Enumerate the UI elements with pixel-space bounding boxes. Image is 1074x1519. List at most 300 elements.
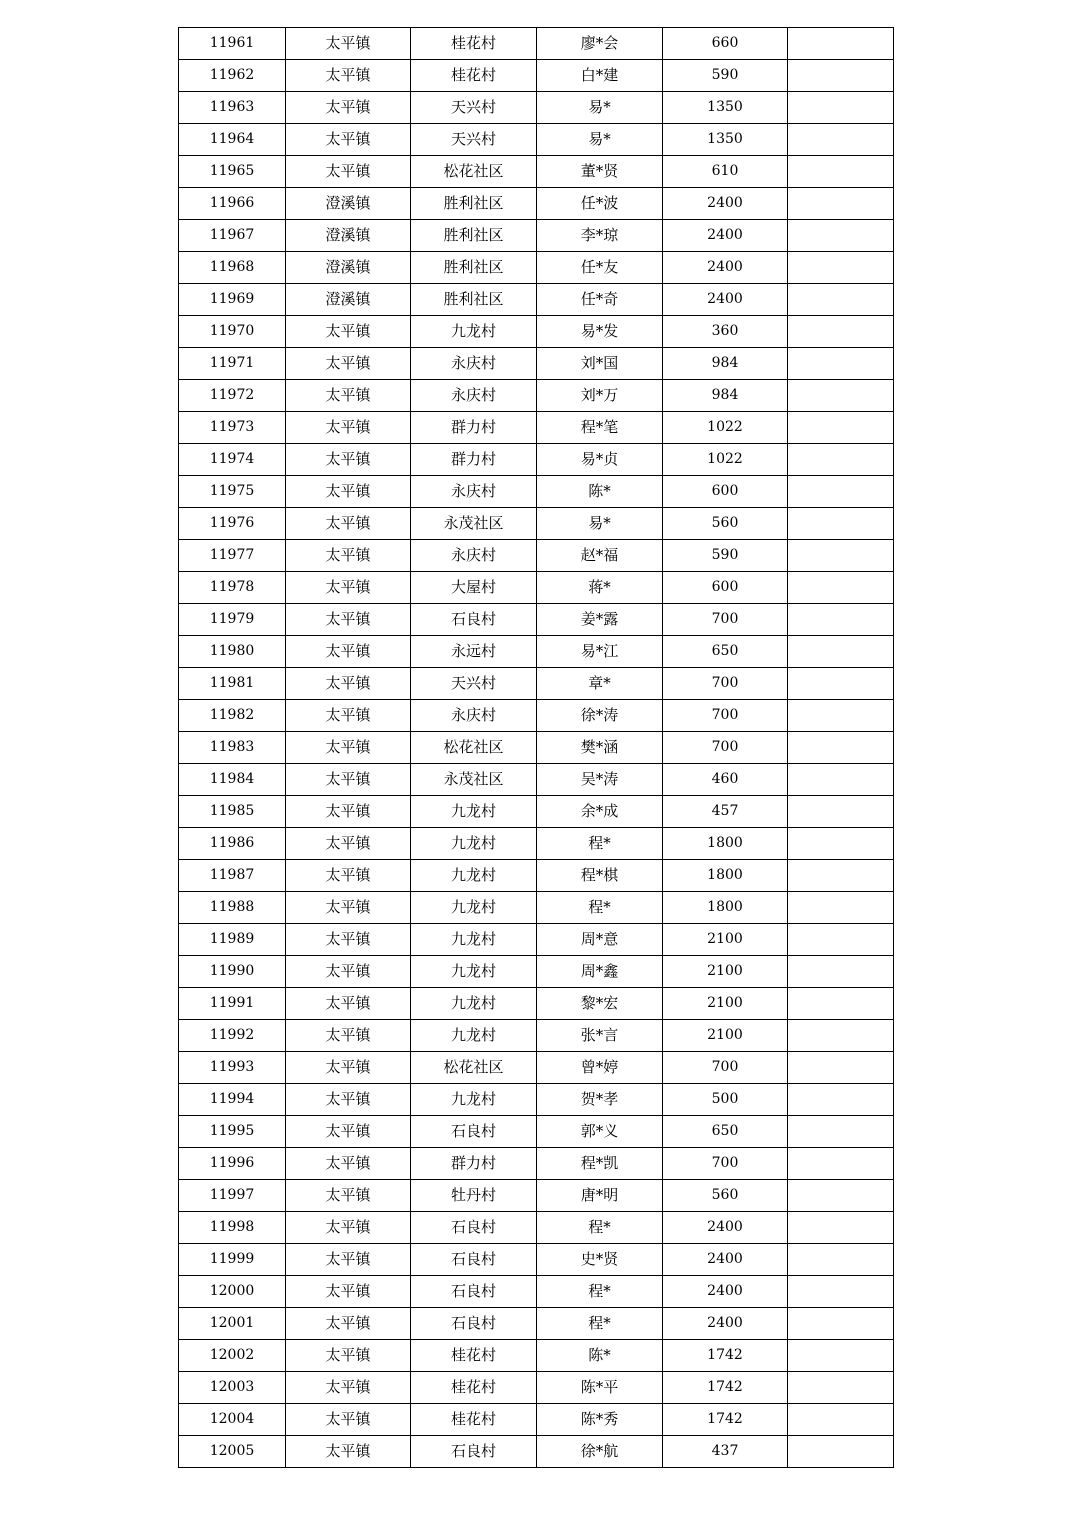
cell-village: 石良村 (411, 1436, 537, 1468)
table-row (179, 892, 894, 924)
cell-serial-number: 11964 (179, 124, 286, 156)
cell-remark (788, 412, 894, 444)
table-row (179, 220, 894, 252)
cell-serial-number: 11998 (179, 1212, 286, 1244)
cell-person-name: 章* (537, 668, 663, 700)
table-row (179, 828, 894, 860)
data-table (178, 27, 894, 1468)
cell-amount: 437 (663, 1436, 788, 1468)
cell-village: 石良村 (411, 604, 537, 636)
cell-person-name: 姜*露 (537, 604, 663, 636)
cell-serial-number: 12002 (179, 1340, 286, 1372)
cell-serial-number: 11996 (179, 1148, 286, 1180)
cell-town: 澄溪镇 (286, 284, 411, 316)
cell-town: 太平镇 (286, 1244, 411, 1276)
table-row (179, 412, 894, 444)
cell-amount: 1800 (663, 892, 788, 924)
cell-amount: 457 (663, 796, 788, 828)
cell-town: 太平镇 (286, 668, 411, 700)
cell-village: 松花社区 (411, 1052, 537, 1084)
cell-amount: 2400 (663, 1276, 788, 1308)
cell-village: 九龙村 (411, 828, 537, 860)
cell-town: 太平镇 (286, 828, 411, 860)
cell-amount: 560 (663, 508, 788, 540)
table-row (179, 540, 894, 572)
cell-person-name: 周*意 (537, 924, 663, 956)
cell-person-name: 赵*福 (537, 540, 663, 572)
table-row (179, 508, 894, 540)
cell-serial-number: 11980 (179, 636, 286, 668)
cell-person-name: 易*贞 (537, 444, 663, 476)
cell-serial-number: 11978 (179, 572, 286, 604)
cell-village: 天兴村 (411, 124, 537, 156)
cell-town: 太平镇 (286, 1372, 411, 1404)
cell-amount: 650 (663, 636, 788, 668)
cell-village: 九龙村 (411, 956, 537, 988)
cell-amount: 2100 (663, 924, 788, 956)
table-row (179, 924, 894, 956)
cell-serial-number: 11983 (179, 732, 286, 764)
cell-remark (788, 956, 894, 988)
cell-town: 太平镇 (286, 1148, 411, 1180)
table-row (179, 444, 894, 476)
table-row (179, 636, 894, 668)
cell-remark (788, 188, 894, 220)
cell-amount: 1350 (663, 92, 788, 124)
table-row (179, 1276, 894, 1308)
cell-town: 太平镇 (286, 636, 411, 668)
cell-town: 太平镇 (286, 444, 411, 476)
cell-village: 桂花村 (411, 28, 537, 60)
cell-village: 群力村 (411, 1148, 537, 1180)
cell-village: 桂花村 (411, 1372, 537, 1404)
cell-serial-number: 11962 (179, 60, 286, 92)
cell-village: 胜利社区 (411, 220, 537, 252)
cell-serial-number: 11990 (179, 956, 286, 988)
cell-serial-number: 11981 (179, 668, 286, 700)
cell-person-name: 贺*孝 (537, 1084, 663, 1116)
cell-village: 永庆村 (411, 700, 537, 732)
cell-serial-number: 11995 (179, 1116, 286, 1148)
table-row (179, 156, 894, 188)
cell-person-name: 易* (537, 508, 663, 540)
table-row (179, 1436, 894, 1468)
cell-person-name: 白*建 (537, 60, 663, 92)
cell-amount: 1742 (663, 1404, 788, 1436)
cell-remark (788, 732, 894, 764)
cell-village: 永庆村 (411, 380, 537, 412)
cell-village: 九龙村 (411, 796, 537, 828)
table-row (179, 1244, 894, 1276)
cell-serial-number: 12005 (179, 1436, 286, 1468)
table-row (179, 732, 894, 764)
cell-amount: 1800 (663, 828, 788, 860)
table-row (179, 1404, 894, 1436)
cell-person-name: 周*鑫 (537, 956, 663, 988)
cell-remark (788, 668, 894, 700)
cell-amount: 660 (663, 28, 788, 60)
cell-town: 太平镇 (286, 924, 411, 956)
cell-village: 松花社区 (411, 732, 537, 764)
cell-serial-number: 11973 (179, 412, 286, 444)
cell-town: 太平镇 (286, 476, 411, 508)
cell-town: 太平镇 (286, 28, 411, 60)
cell-town: 太平镇 (286, 1052, 411, 1084)
cell-serial-number: 11977 (179, 540, 286, 572)
cell-town: 太平镇 (286, 316, 411, 348)
cell-town: 太平镇 (286, 1084, 411, 1116)
table-row (179, 348, 894, 380)
cell-person-name: 曾*婷 (537, 1052, 663, 1084)
cell-amount: 600 (663, 572, 788, 604)
cell-town: 太平镇 (286, 796, 411, 828)
cell-serial-number: 11965 (179, 156, 286, 188)
cell-remark (788, 892, 894, 924)
table-row (179, 1148, 894, 1180)
table-row (179, 604, 894, 636)
cell-remark (788, 316, 894, 348)
cell-remark (788, 348, 894, 380)
cell-town: 太平镇 (286, 572, 411, 604)
table-row (179, 1180, 894, 1212)
cell-serial-number: 12003 (179, 1372, 286, 1404)
cell-village: 石良村 (411, 1276, 537, 1308)
cell-remark (788, 828, 894, 860)
cell-person-name: 任*波 (537, 188, 663, 220)
cell-person-name: 程*凯 (537, 1148, 663, 1180)
table-body (179, 28, 894, 1468)
cell-remark (788, 220, 894, 252)
table-row (179, 60, 894, 92)
cell-town: 太平镇 (286, 1436, 411, 1468)
cell-village: 桂花村 (411, 60, 537, 92)
cell-town: 太平镇 (286, 92, 411, 124)
cell-remark (788, 60, 894, 92)
cell-town: 太平镇 (286, 956, 411, 988)
cell-serial-number: 11994 (179, 1084, 286, 1116)
cell-town: 太平镇 (286, 1276, 411, 1308)
cell-village: 九龙村 (411, 1020, 537, 1052)
cell-remark (788, 860, 894, 892)
cell-remark (788, 1084, 894, 1116)
cell-amount: 700 (663, 668, 788, 700)
cell-amount: 1022 (663, 412, 788, 444)
cell-person-name: 廖*会 (537, 28, 663, 60)
cell-person-name: 刘*国 (537, 348, 663, 380)
cell-person-name: 易*江 (537, 636, 663, 668)
cell-amount: 460 (663, 764, 788, 796)
cell-town: 太平镇 (286, 508, 411, 540)
cell-town: 太平镇 (286, 764, 411, 796)
cell-town: 澄溪镇 (286, 252, 411, 284)
cell-amount: 650 (663, 1116, 788, 1148)
cell-serial-number: 11975 (179, 476, 286, 508)
cell-serial-number: 11961 (179, 28, 286, 60)
cell-village: 永茂社区 (411, 764, 537, 796)
table-row (179, 1308, 894, 1340)
cell-serial-number: 11993 (179, 1052, 286, 1084)
cell-remark (788, 92, 894, 124)
cell-village: 松花社区 (411, 156, 537, 188)
cell-person-name: 易*发 (537, 316, 663, 348)
cell-person-name: 易* (537, 124, 663, 156)
cell-village: 群力村 (411, 412, 537, 444)
cell-village: 天兴村 (411, 92, 537, 124)
cell-village: 桂花村 (411, 1404, 537, 1436)
cell-remark (788, 124, 894, 156)
table-row (179, 476, 894, 508)
cell-town: 太平镇 (286, 732, 411, 764)
cell-serial-number: 11968 (179, 252, 286, 284)
table-row (179, 1020, 894, 1052)
cell-remark (788, 1276, 894, 1308)
cell-person-name: 樊*涵 (537, 732, 663, 764)
cell-person-name: 程*棋 (537, 860, 663, 892)
table-row (179, 1372, 894, 1404)
cell-amount: 1742 (663, 1372, 788, 1404)
cell-town: 太平镇 (286, 1212, 411, 1244)
cell-remark (788, 1404, 894, 1436)
cell-town: 太平镇 (286, 1340, 411, 1372)
cell-serial-number: 11999 (179, 1244, 286, 1276)
cell-amount: 600 (663, 476, 788, 508)
cell-person-name: 陈* (537, 1340, 663, 1372)
cell-amount: 590 (663, 540, 788, 572)
cell-serial-number: 11963 (179, 92, 286, 124)
cell-person-name: 程* (537, 1276, 663, 1308)
table-row (179, 1052, 894, 1084)
cell-remark (788, 28, 894, 60)
table-row (179, 1084, 894, 1116)
table-row (179, 284, 894, 316)
cell-person-name: 陈*秀 (537, 1404, 663, 1436)
cell-serial-number: 12001 (179, 1308, 286, 1340)
cell-amount: 2400 (663, 188, 788, 220)
cell-remark (788, 1148, 894, 1180)
cell-town: 太平镇 (286, 124, 411, 156)
table-row (179, 1212, 894, 1244)
cell-remark (788, 1212, 894, 1244)
cell-amount: 560 (663, 1180, 788, 1212)
cell-serial-number: 11991 (179, 988, 286, 1020)
table-row (179, 860, 894, 892)
cell-serial-number: 11984 (179, 764, 286, 796)
cell-village: 九龙村 (411, 988, 537, 1020)
cell-remark (788, 1436, 894, 1468)
cell-remark (788, 1372, 894, 1404)
cell-town: 澄溪镇 (286, 188, 411, 220)
cell-person-name: 程* (537, 1308, 663, 1340)
cell-town: 太平镇 (286, 1116, 411, 1148)
table-row (179, 124, 894, 156)
cell-remark (788, 1308, 894, 1340)
cell-village: 永远村 (411, 636, 537, 668)
cell-village: 九龙村 (411, 892, 537, 924)
table-row (179, 188, 894, 220)
cell-person-name: 陈* (537, 476, 663, 508)
cell-serial-number: 11979 (179, 604, 286, 636)
cell-serial-number: 12000 (179, 1276, 286, 1308)
cell-amount: 2100 (663, 1020, 788, 1052)
cell-village: 石良村 (411, 1212, 537, 1244)
cell-amount: 700 (663, 1052, 788, 1084)
cell-remark (788, 1180, 894, 1212)
cell-village: 九龙村 (411, 1084, 537, 1116)
cell-village: 天兴村 (411, 668, 537, 700)
cell-serial-number: 11974 (179, 444, 286, 476)
table-row (179, 988, 894, 1020)
cell-amount: 2400 (663, 1212, 788, 1244)
cell-village: 石良村 (411, 1308, 537, 1340)
cell-amount: 2400 (663, 1244, 788, 1276)
table-row (179, 252, 894, 284)
cell-serial-number: 11966 (179, 188, 286, 220)
cell-person-name: 任*友 (537, 252, 663, 284)
cell-person-name: 唐*明 (537, 1180, 663, 1212)
cell-serial-number: 11969 (179, 284, 286, 316)
cell-amount: 2400 (663, 220, 788, 252)
table-row (179, 764, 894, 796)
cell-remark (788, 444, 894, 476)
table-row (179, 796, 894, 828)
cell-remark (788, 764, 894, 796)
cell-town: 太平镇 (286, 1308, 411, 1340)
cell-remark (788, 476, 894, 508)
cell-town: 太平镇 (286, 988, 411, 1020)
cell-remark (788, 1116, 894, 1148)
table-row (179, 1116, 894, 1148)
cell-remark (788, 1244, 894, 1276)
cell-town: 太平镇 (286, 1020, 411, 1052)
cell-town: 澄溪镇 (286, 220, 411, 252)
cell-person-name: 黎*宏 (537, 988, 663, 1020)
cell-village: 九龙村 (411, 316, 537, 348)
cell-amount: 2100 (663, 956, 788, 988)
cell-person-name: 徐*航 (537, 1436, 663, 1468)
cell-person-name: 余*成 (537, 796, 663, 828)
cell-remark (788, 572, 894, 604)
cell-remark (788, 988, 894, 1020)
cell-town: 太平镇 (286, 860, 411, 892)
table-row (179, 1340, 894, 1372)
cell-village: 胜利社区 (411, 188, 537, 220)
cell-serial-number: 11992 (179, 1020, 286, 1052)
cell-amount: 1022 (663, 444, 788, 476)
cell-amount: 700 (663, 604, 788, 636)
cell-amount: 2400 (663, 284, 788, 316)
table-row (179, 668, 894, 700)
cell-serial-number: 11988 (179, 892, 286, 924)
cell-person-name: 史*贤 (537, 1244, 663, 1276)
cell-amount: 2100 (663, 988, 788, 1020)
cell-remark (788, 380, 894, 412)
cell-amount: 700 (663, 700, 788, 732)
cell-person-name: 程* (537, 828, 663, 860)
cell-remark (788, 252, 894, 284)
cell-serial-number: 11989 (179, 924, 286, 956)
cell-remark (788, 796, 894, 828)
cell-person-name: 易* (537, 92, 663, 124)
cell-remark (788, 604, 894, 636)
cell-village: 胜利社区 (411, 252, 537, 284)
cell-serial-number: 12004 (179, 1404, 286, 1436)
cell-town: 太平镇 (286, 604, 411, 636)
cell-amount: 1742 (663, 1340, 788, 1372)
cell-person-name: 董*贤 (537, 156, 663, 188)
cell-serial-number: 11997 (179, 1180, 286, 1212)
cell-person-name: 郭*义 (537, 1116, 663, 1148)
cell-remark (788, 924, 894, 956)
cell-serial-number: 11976 (179, 508, 286, 540)
cell-village: 桂花村 (411, 1340, 537, 1372)
cell-serial-number: 11970 (179, 316, 286, 348)
cell-town: 太平镇 (286, 348, 411, 380)
table-row (179, 572, 894, 604)
cell-village: 石良村 (411, 1116, 537, 1148)
cell-amount: 700 (663, 1148, 788, 1180)
cell-town: 太平镇 (286, 700, 411, 732)
cell-village: 永茂社区 (411, 508, 537, 540)
cell-serial-number: 11967 (179, 220, 286, 252)
cell-serial-number: 11971 (179, 348, 286, 380)
cell-person-name: 程* (537, 892, 663, 924)
table-row (179, 316, 894, 348)
cell-town: 太平镇 (286, 540, 411, 572)
table-row (179, 700, 894, 732)
cell-remark (788, 1052, 894, 1084)
cell-person-name: 吴*涛 (537, 764, 663, 796)
cell-amount: 1350 (663, 124, 788, 156)
cell-village: 永庆村 (411, 348, 537, 380)
cell-amount: 1800 (663, 860, 788, 892)
cell-serial-number: 11986 (179, 828, 286, 860)
cell-town: 太平镇 (286, 60, 411, 92)
table-row (179, 92, 894, 124)
cell-town: 太平镇 (286, 1180, 411, 1212)
cell-town: 太平镇 (286, 412, 411, 444)
cell-amount: 2400 (663, 252, 788, 284)
cell-amount: 610 (663, 156, 788, 188)
cell-serial-number: 11987 (179, 860, 286, 892)
cell-amount: 500 (663, 1084, 788, 1116)
cell-serial-number: 11972 (179, 380, 286, 412)
cell-amount: 984 (663, 348, 788, 380)
cell-town: 太平镇 (286, 380, 411, 412)
cell-serial-number: 11982 (179, 700, 286, 732)
cell-amount: 700 (663, 732, 788, 764)
table-row (179, 956, 894, 988)
cell-person-name: 蒋* (537, 572, 663, 604)
cell-amount: 360 (663, 316, 788, 348)
cell-village: 石良村 (411, 1244, 537, 1276)
table-row (179, 28, 894, 60)
cell-person-name: 李*琼 (537, 220, 663, 252)
cell-remark (788, 156, 894, 188)
cell-town: 太平镇 (286, 1404, 411, 1436)
cell-village: 九龙村 (411, 860, 537, 892)
cell-person-name: 张*言 (537, 1020, 663, 1052)
cell-village: 永庆村 (411, 540, 537, 572)
cell-remark (788, 508, 894, 540)
cell-village: 牡丹村 (411, 1180, 537, 1212)
cell-person-name: 刘*万 (537, 380, 663, 412)
cell-remark (788, 1340, 894, 1372)
cell-person-name: 徐*涛 (537, 700, 663, 732)
cell-village: 群力村 (411, 444, 537, 476)
cell-person-name: 程* (537, 1212, 663, 1244)
cell-person-name: 陈*平 (537, 1372, 663, 1404)
cell-village: 永庆村 (411, 476, 537, 508)
